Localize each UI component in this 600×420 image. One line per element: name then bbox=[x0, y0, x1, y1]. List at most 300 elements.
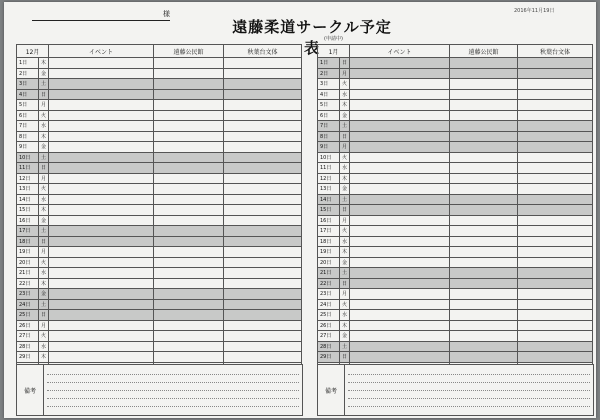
weekday: 月 bbox=[340, 142, 350, 153]
weekday: 火 bbox=[39, 331, 49, 342]
notes-label: 備考 bbox=[17, 365, 44, 415]
weekday: 土 bbox=[39, 299, 49, 310]
day-row bbox=[318, 131, 593, 142]
event-cell bbox=[49, 247, 154, 258]
akibadai-buntai-cell bbox=[224, 226, 302, 237]
day-row bbox=[17, 58, 302, 69]
endo-kominkan-cell bbox=[450, 163, 518, 174]
endo-kominkan-cell bbox=[154, 121, 224, 132]
event-cell bbox=[350, 299, 450, 310]
january-days bbox=[318, 58, 593, 384]
day-row bbox=[318, 58, 593, 69]
akibadai-buntai-cell bbox=[224, 331, 302, 342]
weekday: 月 bbox=[39, 247, 49, 258]
endo-kominkan-cell bbox=[450, 341, 518, 352]
weekday: 水 bbox=[39, 341, 49, 352]
weekday: 月 bbox=[39, 173, 49, 184]
endo-kominkan-cell bbox=[154, 173, 224, 184]
endo-kominkan-cell bbox=[154, 352, 224, 363]
weekday: 木 bbox=[39, 352, 49, 363]
day-number: 2日 bbox=[17, 68, 39, 79]
day-number: 19日 bbox=[318, 247, 340, 258]
endo-kominkan-cell bbox=[154, 110, 224, 121]
weekday: 火 bbox=[39, 110, 49, 121]
day-row bbox=[318, 310, 593, 321]
weekday: 金 bbox=[340, 184, 350, 195]
weekday: 金 bbox=[39, 142, 49, 153]
akibadai-buntai-cell bbox=[518, 121, 593, 132]
event-cell bbox=[350, 215, 450, 226]
endo-kominkan-cell bbox=[154, 278, 224, 289]
weekday: 木 bbox=[39, 58, 49, 69]
endo-kominkan-cell bbox=[154, 236, 224, 247]
akibadai-buntai-cell bbox=[518, 131, 593, 142]
day-number: 27日 bbox=[318, 331, 340, 342]
akibadai-buntai-cell bbox=[224, 205, 302, 216]
event-cell bbox=[49, 215, 154, 226]
weekday: 水 bbox=[39, 121, 49, 132]
endo-kominkan-cell bbox=[450, 320, 518, 331]
day-row bbox=[17, 226, 302, 237]
endo-kominkan-cell bbox=[154, 310, 224, 321]
day-row bbox=[17, 352, 302, 363]
akibadai-buntai-cell bbox=[224, 131, 302, 142]
event-cell bbox=[49, 142, 154, 153]
akibadai-buntai-cell bbox=[224, 289, 302, 300]
event-cell bbox=[350, 268, 450, 279]
event-cell bbox=[49, 352, 154, 363]
endo-kominkan-cell bbox=[154, 331, 224, 342]
day-row bbox=[318, 194, 593, 205]
endo-kominkan-cell bbox=[450, 310, 518, 321]
day-row bbox=[318, 299, 593, 310]
event-cell bbox=[49, 131, 154, 142]
event-cell bbox=[350, 110, 450, 121]
column-header-akibadai-buntai: 秋葉台文体 bbox=[224, 45, 302, 58]
event-cell bbox=[350, 331, 450, 342]
weekday: 土 bbox=[340, 121, 350, 132]
endo-kominkan-cell bbox=[450, 236, 518, 247]
weekday: 火 bbox=[39, 257, 49, 268]
day-row bbox=[17, 257, 302, 268]
endo-kominkan-cell bbox=[450, 299, 518, 310]
event-cell bbox=[49, 341, 154, 352]
day-row bbox=[318, 184, 593, 195]
endo-kominkan-cell bbox=[450, 205, 518, 216]
endo-kominkan-cell bbox=[154, 299, 224, 310]
akibadai-buntai-cell bbox=[518, 247, 593, 258]
akibadai-buntai-cell bbox=[518, 152, 593, 163]
endo-kominkan-cell bbox=[450, 79, 518, 90]
akibadai-buntai-cell bbox=[518, 68, 593, 79]
endo-kominkan-cell bbox=[154, 257, 224, 268]
day-number: 23日 bbox=[318, 289, 340, 300]
column-header-endo-kominkan: 遠藤公民館 bbox=[450, 45, 518, 58]
day-row bbox=[17, 247, 302, 258]
akibadai-buntai-cell bbox=[518, 173, 593, 184]
endo-kominkan-cell bbox=[154, 247, 224, 258]
day-number: 6日 bbox=[318, 110, 340, 121]
akibadai-buntai-cell bbox=[518, 89, 593, 100]
day-row bbox=[17, 173, 302, 184]
event-cell bbox=[350, 341, 450, 352]
day-number: 19日 bbox=[17, 247, 39, 258]
day-number: 29日 bbox=[318, 352, 340, 363]
event-cell bbox=[350, 142, 450, 153]
day-number: 3日 bbox=[318, 79, 340, 90]
akibadai-buntai-cell bbox=[518, 320, 593, 331]
day-number: 1日 bbox=[17, 58, 39, 69]
akibadai-buntai-cell bbox=[224, 236, 302, 247]
endo-kominkan-cell bbox=[450, 142, 518, 153]
day-number: 14日 bbox=[17, 194, 39, 205]
day-number: 26日 bbox=[17, 320, 39, 331]
day-row bbox=[318, 268, 593, 279]
day-row bbox=[17, 194, 302, 205]
day-row bbox=[318, 320, 593, 331]
akibadai-buntai-cell bbox=[518, 142, 593, 153]
weekday: 日 bbox=[39, 89, 49, 100]
day-number: 20日 bbox=[17, 257, 39, 268]
weekday: 木 bbox=[39, 131, 49, 142]
akibadai-buntai-cell bbox=[224, 121, 302, 132]
event-cell bbox=[350, 247, 450, 258]
weekday: 金 bbox=[340, 110, 350, 121]
day-number: 6日 bbox=[17, 110, 39, 121]
day-row bbox=[318, 289, 593, 300]
day-row bbox=[17, 142, 302, 153]
akibadai-buntai-cell bbox=[518, 268, 593, 279]
day-row bbox=[318, 79, 593, 90]
endo-kominkan-cell bbox=[154, 226, 224, 237]
endo-kominkan-cell bbox=[450, 352, 518, 363]
akibadai-buntai-cell bbox=[224, 352, 302, 363]
day-row bbox=[17, 278, 302, 289]
page-title: 遠藤柔道サークル予定表 bbox=[232, 18, 392, 57]
endo-kominkan-cell bbox=[154, 194, 224, 205]
weekday: 木 bbox=[340, 100, 350, 111]
event-cell bbox=[49, 121, 154, 132]
akibadai-buntai-cell bbox=[224, 257, 302, 268]
weekday: 月 bbox=[39, 320, 49, 331]
column-header-akibadai-buntai: 秋葉台文体 bbox=[518, 45, 593, 58]
event-cell bbox=[350, 236, 450, 247]
event-cell bbox=[49, 173, 154, 184]
event-cell bbox=[49, 278, 154, 289]
day-row bbox=[318, 331, 593, 342]
endo-kominkan-cell bbox=[450, 215, 518, 226]
day-number: 14日 bbox=[318, 194, 340, 205]
day-number: 24日 bbox=[318, 299, 340, 310]
day-number: 4日 bbox=[17, 89, 39, 100]
akibadai-buntai-cell bbox=[224, 247, 302, 258]
weekday: 月 bbox=[340, 215, 350, 226]
akibadai-buntai-cell bbox=[224, 310, 302, 321]
event-cell bbox=[49, 58, 154, 69]
endo-kominkan-cell bbox=[154, 89, 224, 100]
weekday: 日 bbox=[340, 205, 350, 216]
weekday: 木 bbox=[39, 278, 49, 289]
weekday: 水 bbox=[39, 194, 49, 205]
day-number: 4日 bbox=[318, 89, 340, 100]
day-row bbox=[318, 236, 593, 247]
akibadai-buntai-cell bbox=[224, 58, 302, 69]
weekday: 土 bbox=[340, 341, 350, 352]
day-row bbox=[17, 268, 302, 279]
akibadai-buntai-cell bbox=[224, 163, 302, 174]
day-number: 8日 bbox=[17, 131, 39, 142]
day-row bbox=[318, 341, 593, 352]
day-row bbox=[17, 310, 302, 321]
event-cell bbox=[350, 257, 450, 268]
weekday: 火 bbox=[340, 79, 350, 90]
endo-kominkan-cell bbox=[154, 79, 224, 90]
recipient-line bbox=[32, 8, 170, 21]
day-number: 25日 bbox=[318, 310, 340, 321]
weekday: 水 bbox=[340, 236, 350, 247]
weekday: 土 bbox=[39, 226, 49, 237]
day-row bbox=[17, 320, 302, 331]
event-cell bbox=[350, 152, 450, 163]
akibadai-buntai-cell bbox=[518, 226, 593, 237]
event-cell bbox=[350, 163, 450, 174]
akibadai-buntai-cell bbox=[224, 299, 302, 310]
day-row bbox=[17, 236, 302, 247]
day-number: 21日 bbox=[318, 268, 340, 279]
weekday: 木 bbox=[340, 247, 350, 258]
endo-kominkan-cell bbox=[450, 100, 518, 111]
day-number: 17日 bbox=[17, 226, 39, 237]
event-cell bbox=[49, 331, 154, 342]
weekday: 水 bbox=[340, 163, 350, 174]
december-notes bbox=[16, 364, 303, 416]
akibadai-buntai-cell bbox=[518, 205, 593, 216]
day-row bbox=[318, 163, 593, 174]
weekday: 火 bbox=[340, 299, 350, 310]
day-row bbox=[17, 341, 302, 352]
weekday: 日 bbox=[340, 278, 350, 289]
event-cell bbox=[350, 278, 450, 289]
day-number: 17日 bbox=[318, 226, 340, 237]
endo-kominkan-cell bbox=[154, 289, 224, 300]
endo-kominkan-cell bbox=[154, 205, 224, 216]
weekday: 水 bbox=[39, 268, 49, 279]
endo-kominkan-cell bbox=[154, 268, 224, 279]
weekday: 水 bbox=[340, 89, 350, 100]
day-row bbox=[17, 131, 302, 142]
akibadai-buntai-cell bbox=[224, 173, 302, 184]
akibadai-buntai-cell bbox=[224, 68, 302, 79]
column-header-endo-kominkan: 遠藤公民館 bbox=[154, 45, 224, 58]
weekday: 日 bbox=[39, 163, 49, 174]
event-cell bbox=[49, 257, 154, 268]
day-row bbox=[318, 215, 593, 226]
akibadai-buntai-cell bbox=[224, 152, 302, 163]
day-row bbox=[17, 68, 302, 79]
weekday: 土 bbox=[39, 152, 49, 163]
day-number: 18日 bbox=[318, 236, 340, 247]
weekday: 木 bbox=[39, 205, 49, 216]
akibadai-buntai-cell bbox=[224, 215, 302, 226]
event-cell bbox=[49, 268, 154, 279]
day-row bbox=[17, 205, 302, 216]
event-cell bbox=[350, 184, 450, 195]
day-number: 28日 bbox=[17, 341, 39, 352]
day-row bbox=[17, 100, 302, 111]
notes-body bbox=[47, 368, 299, 412]
day-number: 10日 bbox=[17, 152, 39, 163]
day-number: 18日 bbox=[17, 236, 39, 247]
event-cell bbox=[350, 58, 450, 69]
event-cell bbox=[49, 289, 154, 300]
event-cell bbox=[350, 68, 450, 79]
day-row bbox=[318, 89, 593, 100]
event-cell bbox=[49, 100, 154, 111]
event-cell bbox=[350, 100, 450, 111]
event-cell bbox=[49, 236, 154, 247]
weekday: 日 bbox=[39, 236, 49, 247]
january-notes bbox=[317, 364, 594, 416]
akibadai-buntai-cell bbox=[518, 79, 593, 90]
event-cell bbox=[350, 320, 450, 331]
weekday: 金 bbox=[340, 331, 350, 342]
day-row bbox=[318, 205, 593, 216]
day-number: 8日 bbox=[318, 131, 340, 142]
day-number: 21日 bbox=[17, 268, 39, 279]
endo-kominkan-cell bbox=[450, 89, 518, 100]
weekday: 木 bbox=[340, 173, 350, 184]
schedule-sheet bbox=[4, 2, 596, 418]
day-row bbox=[17, 79, 302, 90]
day-row bbox=[17, 89, 302, 100]
endo-kominkan-cell bbox=[450, 58, 518, 69]
day-number: 23日 bbox=[17, 289, 39, 300]
event-cell bbox=[49, 320, 154, 331]
event-cell bbox=[350, 121, 450, 132]
day-row bbox=[318, 278, 593, 289]
weekday: 金 bbox=[39, 215, 49, 226]
weekday: 木 bbox=[340, 320, 350, 331]
day-row bbox=[318, 352, 593, 363]
weekday: 土 bbox=[39, 79, 49, 90]
akibadai-buntai-cell bbox=[224, 110, 302, 121]
endo-kominkan-cell bbox=[154, 184, 224, 195]
day-number: 28日 bbox=[318, 341, 340, 352]
day-row bbox=[17, 299, 302, 310]
month-header: 1月 bbox=[318, 45, 350, 58]
page-subtitle: (申請中) bbox=[324, 36, 343, 42]
day-row bbox=[17, 121, 302, 132]
akibadai-buntai-cell bbox=[224, 341, 302, 352]
akibadai-buntai-cell bbox=[224, 184, 302, 195]
day-number: 16日 bbox=[17, 215, 39, 226]
event-cell bbox=[350, 352, 450, 363]
endo-kominkan-cell bbox=[450, 121, 518, 132]
day-row bbox=[318, 100, 593, 111]
event-cell bbox=[350, 173, 450, 184]
akibadai-buntai-cell bbox=[224, 268, 302, 279]
akibadai-buntai-cell bbox=[518, 184, 593, 195]
weekday: 金 bbox=[39, 68, 49, 79]
day-number: 5日 bbox=[17, 100, 39, 111]
akibadai-buntai-cell bbox=[224, 278, 302, 289]
event-cell bbox=[350, 205, 450, 216]
weekday: 日 bbox=[340, 58, 350, 69]
endo-kominkan-cell bbox=[450, 184, 518, 195]
akibadai-buntai-cell bbox=[518, 163, 593, 174]
day-number: 11日 bbox=[17, 163, 39, 174]
december-calendar bbox=[16, 44, 302, 384]
day-row bbox=[17, 215, 302, 226]
akibadai-buntai-cell bbox=[518, 278, 593, 289]
day-number: 24日 bbox=[17, 299, 39, 310]
day-row bbox=[17, 110, 302, 121]
weekday: 金 bbox=[340, 257, 350, 268]
weekday: 火 bbox=[340, 226, 350, 237]
day-row bbox=[318, 247, 593, 258]
day-row bbox=[318, 68, 593, 79]
event-cell bbox=[49, 184, 154, 195]
endo-kominkan-cell bbox=[154, 163, 224, 174]
day-row bbox=[318, 121, 593, 132]
akibadai-buntai-cell bbox=[518, 289, 593, 300]
day-number: 22日 bbox=[318, 278, 340, 289]
january-calendar bbox=[317, 44, 593, 384]
endo-kominkan-cell bbox=[450, 173, 518, 184]
endo-kominkan-cell bbox=[154, 215, 224, 226]
akibadai-buntai-cell bbox=[518, 331, 593, 342]
day-number: 2日 bbox=[318, 68, 340, 79]
column-header-event: イベント bbox=[49, 45, 154, 58]
day-row bbox=[318, 110, 593, 121]
akibadai-buntai-cell bbox=[224, 142, 302, 153]
akibadai-buntai-cell bbox=[518, 236, 593, 247]
day-number: 10日 bbox=[318, 152, 340, 163]
day-row bbox=[17, 152, 302, 163]
weekday: 火 bbox=[340, 152, 350, 163]
endo-kominkan-cell bbox=[154, 68, 224, 79]
day-number: 20日 bbox=[318, 257, 340, 268]
akibadai-buntai-cell bbox=[518, 58, 593, 69]
akibadai-buntai-cell bbox=[224, 100, 302, 111]
weekday: 水 bbox=[340, 310, 350, 321]
endo-kominkan-cell bbox=[154, 320, 224, 331]
weekday: 火 bbox=[39, 184, 49, 195]
notes-label: 備考 bbox=[318, 365, 345, 415]
day-number: 13日 bbox=[318, 184, 340, 195]
endo-kominkan-cell bbox=[154, 58, 224, 69]
event-cell bbox=[49, 68, 154, 79]
weekday: 土 bbox=[340, 194, 350, 205]
day-number: 3日 bbox=[17, 79, 39, 90]
endo-kominkan-cell bbox=[450, 331, 518, 342]
event-cell bbox=[49, 310, 154, 321]
date-stamp: 2016年11月19日 bbox=[514, 8, 555, 14]
endo-kominkan-cell bbox=[154, 152, 224, 163]
event-cell bbox=[49, 89, 154, 100]
akibadai-buntai-cell bbox=[518, 341, 593, 352]
day-number: 12日 bbox=[318, 173, 340, 184]
day-number: 16日 bbox=[318, 215, 340, 226]
endo-kominkan-cell bbox=[450, 289, 518, 300]
endo-kominkan-cell bbox=[154, 100, 224, 111]
day-row bbox=[17, 163, 302, 174]
day-row bbox=[17, 184, 302, 195]
endo-kominkan-cell bbox=[450, 257, 518, 268]
weekday: 金 bbox=[39, 289, 49, 300]
column-header-event: イベント bbox=[350, 45, 450, 58]
day-number: 7日 bbox=[318, 121, 340, 132]
